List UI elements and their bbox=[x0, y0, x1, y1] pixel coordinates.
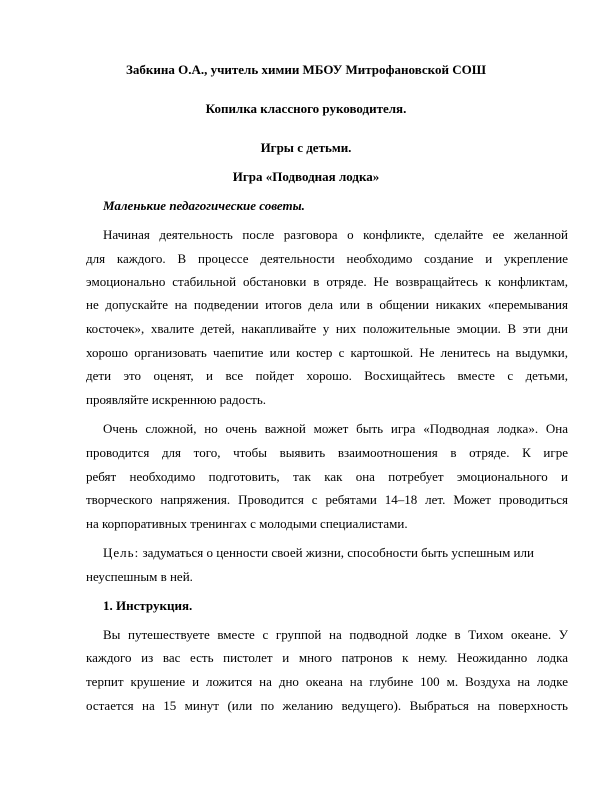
intro-line-4: творческого напряжения. Проводится с ребятами 14–18 лет. Может проводиться bbox=[86, 492, 568, 507]
intro-line-1: Очень сложной, но очень важной может быть игра «Подводная лодка». Она bbox=[103, 421, 568, 436]
tips-line-8: проявляйте искреннюю радость. bbox=[86, 392, 267, 407]
tips-line-2: для каждого. В процессе деятельности необходимо создание и укрепление bbox=[86, 251, 568, 266]
game-title: Игра «Подводная лодка» bbox=[232, 169, 380, 184]
tips-heading: Маленькие педагогические советы. bbox=[103, 198, 305, 213]
tips-line-7: дети это оценят, и все пойдет хорошо. Восхищайтесь вместе с детьми, bbox=[86, 368, 568, 383]
tips-line-1: Начиная деятельность после разговора о конфликте, сделайте ее желанной bbox=[103, 227, 568, 242]
instruction-line-1: Вы путешествуете вместе с группой на подводной лодке в Тихом океане. У bbox=[103, 627, 568, 642]
goal-line-2: неуспешным в ней. bbox=[86, 569, 193, 584]
instruction-line-3: терпит крушение и ложится на дно океана на глубине 100 м. Воздуха на лодке bbox=[86, 674, 568, 689]
tips-line-3: эмоционально стабильной обстановки в отряде. Не возвращайтесь к конфликтам, bbox=[86, 274, 568, 289]
instruction-line-4: остается на 15 минут (или по желанию ведущего). Выбраться на поверхность bbox=[86, 698, 568, 713]
intro-line-3: ребят необходимо подготовить, так как она потребует эмоционального и bbox=[86, 469, 568, 484]
intro-line-2: проводится для того, чтобы выявить взаимоотношения в отряде. К игре bbox=[86, 445, 568, 460]
goal-label: Цель: bbox=[103, 545, 140, 560]
instruction-line-2: каждого из вас есть пистолет и много патронов к нему. Неожиданно лодка bbox=[86, 650, 568, 665]
collection-title: Копилка классного руководителя. bbox=[205, 101, 407, 116]
tips-line-5: косточек», хвалите детей, накапливайте у них положительные эмоции. В эти дни bbox=[86, 321, 568, 336]
intro-line-5: на корпоративных тренингах с молодыми специалистами. bbox=[86, 516, 408, 531]
section-title: Игры с детьми. bbox=[260, 140, 352, 155]
tips-line-6: хорошо организовать чаепитие или костер с картошкой. Не ленитесь на выдумки, bbox=[86, 345, 568, 360]
goal-line-1 bbox=[103, 545, 568, 561]
goal-text: задуматься о ценности своей жизни, способности быть успешным или bbox=[139, 545, 534, 560]
tips-line-4: не допускайте на подведении итогов дела или в общении никаких «перемывания bbox=[86, 297, 568, 312]
instruction-heading: 1. Инструкция. bbox=[103, 598, 193, 613]
author-line: Забкина О.А., учитель химии МБОУ Митрофановской СОШ bbox=[126, 62, 486, 77]
